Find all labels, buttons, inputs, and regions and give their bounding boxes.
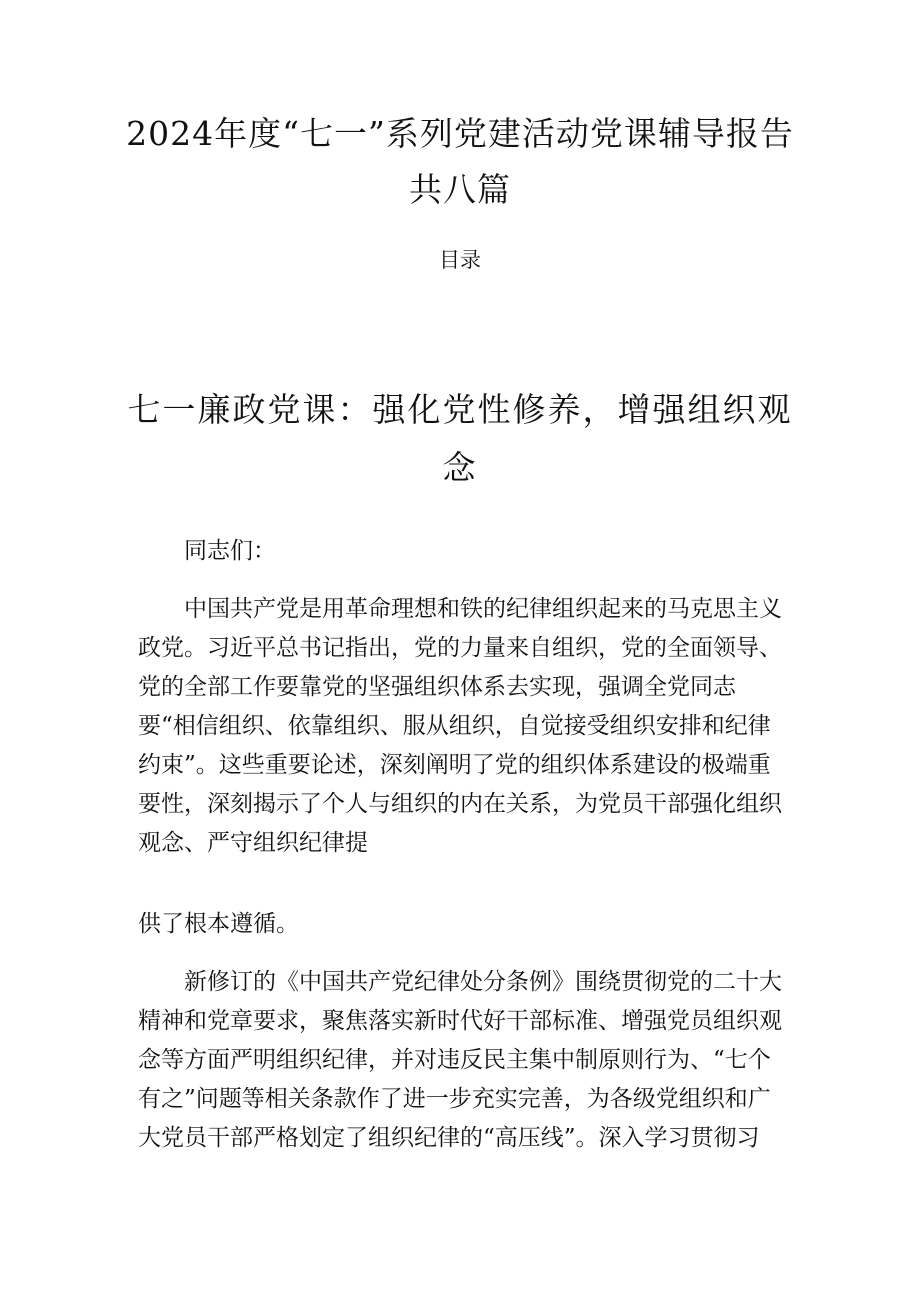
salutation: 同志们：	[184, 538, 276, 564]
body-paragraph-continuation: 供了根本遵循。	[138, 911, 299, 937]
section-title: 七一廉政党课：强化党性修养，增强组织观念	[127, 390, 793, 487]
body-paragraph: 新修订的《中国共产党纪律处分条例》围绕贯彻党的二十大精神和党章要求，聚焦落实新时代好干部标准、增强党员组织观念等方面严明组织纪律，并对违反民主集中制原则行为、“七个有之”问题等相关条款作了进一步充实完善，为各级党组织和广大党员干部严格划定了组织纪律的“高压线”。深入学习贯彻习	[138, 969, 782, 1151]
table-of-contents-heading: 目录	[439, 248, 481, 272]
document-title: 2024年度“七一”系列党建活动党课辅导报告共八篇	[126, 114, 794, 209]
body-paragraph: 中国共产党是用革命理想和铁的纪律组织起来的马克思主义政党。习近平总书记指出，党的力量来自组织，党的全面领导、党的全部工作要靠党的坚强组织体系去实现，强调全党同志要“相信组织、依靠组织、服从组织，自觉接受组织安排和纪律约束”。这些重要论述，深刻阐明了党的组织体系建设的极端重要性，深刻揭示了个人与组织的内在关系，为党员干部强化组织观念、严守组织纪律提	[138, 596, 782, 856]
